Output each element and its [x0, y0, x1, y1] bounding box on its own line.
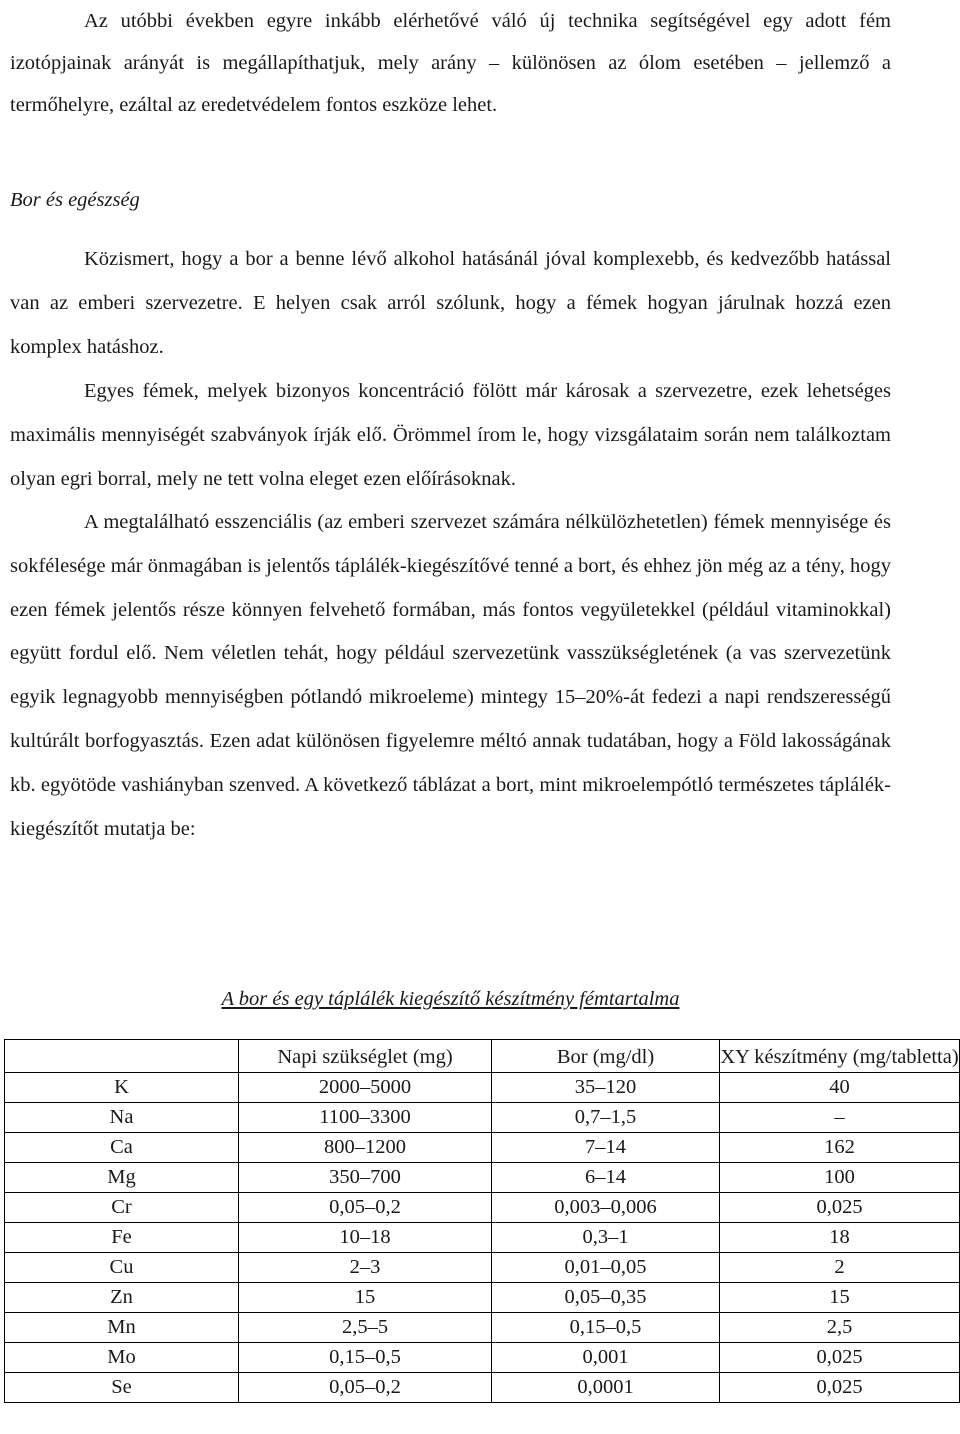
cell-wine: 0,0001: [492, 1373, 720, 1403]
header-wine: Bor (mg/dl): [492, 1040, 720, 1073]
cell-daily-need: 10–18: [239, 1223, 492, 1253]
table-row: [5, 1313, 960, 1343]
cell-element: Cu: [5, 1253, 239, 1283]
cell-supplement: 15: [720, 1283, 960, 1313]
section-heading: Bor és egészség: [10, 189, 140, 211]
cell-wine: 0,01–0,05: [492, 1253, 720, 1283]
cell-supplement: 0,025: [720, 1343, 960, 1373]
paragraph-metal-limits: Egyes fémek, melyek bizonyos koncentráció fölött már károsak a szervezetre, ezek lehetséges maximális mennyiségét szabványok írják elő. Örömmel írom le, hogy vizsgálataim során nem találkoztam olyan egri borral, mely ne tett volna eleget ezen előírásoknak.: [10, 380, 891, 490]
cell-element: Mg: [5, 1163, 239, 1193]
cell-supplement: 40: [720, 1073, 960, 1103]
paragraph-isotope: Az utóbbi években egyre inkább elérhetővé váló új technika segítségével egy adott fém izotópjainak arányát is megállapíthatjuk, mely arány – különösen az ólom esetében – jellemző a termőhelyre, ezáltal az eredetvédelem fontos eszköze lehet.: [10, 10, 891, 116]
section-body: [10, 237, 891, 851]
cell-element: Cr: [5, 1193, 239, 1223]
cell-wine: 0,003–0,006: [492, 1193, 720, 1223]
cell-wine: 35–120: [492, 1073, 720, 1103]
cell-daily-need: 2–3: [239, 1253, 492, 1283]
cell-supplement: –: [720, 1103, 960, 1133]
table-header-row: [5, 1040, 960, 1073]
header-supplement: XY készítmény (mg/tabletta): [720, 1040, 960, 1073]
table-row: [5, 1193, 960, 1223]
paragraph-wine-health: Közismert, hogy a bor a benne lévő alkohol hatásánál jóval komplexebb, és kedvezőbb hatással van az emberi szervezetre. E helyen csak arról szólunk, hogy a fémek hogyan járulnak hozzá ezen komplex hatáshoz.: [10, 248, 891, 358]
cell-element: Mn: [5, 1313, 239, 1343]
cell-element: Na: [5, 1103, 239, 1133]
paragraph-essential-metals: A megtalálható esszenciális (az emberi szervezet számára nélkülözhetetlen) fémek mennyisége és sokfélesége már önmagában is jelentős táplálék-kiegészítővé tenné a bort, és ehhez jön még az a tény, hogy ezen fémek jelentős része könnyen felvehető formában, más fontos vegyületekkel (például vitaminokkal) együtt fordul elő. Nem véletlen tehát, hogy például szervezetünk vasszükségletének (a vas szervezetünk egyik legnagyobb mennyiségben pótlandó mikroeleme) mintegy 15–20%-át fedezi a napi rendszerességű kultúrált borfogyasztás. Ezen adat különösen figyelemre méltó annak tudatában, hogy a Föld lakosságának kb. egyötöde vashiányban szenved. A következő táblázat a bort, mint mikroelempótló természetes táplálék-kiegészítőt mutatja be:: [10, 511, 891, 840]
cell-daily-need: 15: [239, 1283, 492, 1313]
cell-supplement: 2: [720, 1253, 960, 1283]
cell-supplement: 2,5: [720, 1313, 960, 1343]
cell-wine: 6–14: [492, 1163, 720, 1193]
table-row: [5, 1163, 960, 1193]
cell-supplement: 18: [720, 1223, 960, 1253]
cell-daily-need: 0,05–0,2: [239, 1373, 492, 1403]
table-body: [5, 1073, 960, 1403]
cell-daily-need: 2,5–5: [239, 1313, 492, 1343]
table-row: [5, 1283, 960, 1313]
cell-supplement: 100: [720, 1163, 960, 1193]
table-row: [5, 1373, 960, 1403]
cell-wine: 7–14: [492, 1133, 720, 1163]
table-row: [5, 1073, 960, 1103]
cell-element: Ca: [5, 1133, 239, 1163]
cell-wine: 0,7–1,5: [492, 1103, 720, 1133]
cell-element: Fe: [5, 1223, 239, 1253]
table-row: [5, 1343, 960, 1373]
cell-daily-need: 0,05–0,2: [239, 1193, 492, 1223]
cell-daily-need: 350–700: [239, 1163, 492, 1193]
cell-daily-need: 800–1200: [239, 1133, 492, 1163]
header-element: [5, 1040, 239, 1073]
cell-element: K: [5, 1073, 239, 1103]
table-caption: A bor és egy táplálék kiegészítő készítmény fémtartalma: [221, 988, 680, 1010]
cell-supplement: 162: [720, 1133, 960, 1163]
cell-element: Zn: [5, 1283, 239, 1313]
cell-wine: 0,15–0,5: [492, 1313, 720, 1343]
cell-daily-need: 2000–5000: [239, 1073, 492, 1103]
cell-daily-need: 1100–3300: [239, 1103, 492, 1133]
table-row: [5, 1133, 960, 1163]
cell-supplement: 0,025: [720, 1193, 960, 1223]
table-row: [5, 1223, 960, 1253]
cell-wine: 0,05–0,35: [492, 1283, 720, 1313]
cell-element: Se: [5, 1373, 239, 1403]
table-row: [5, 1103, 960, 1133]
metal-content-table: [4, 1039, 960, 1403]
cell-element: Mo: [5, 1343, 239, 1373]
cell-wine: 0,3–1: [492, 1223, 720, 1253]
cell-supplement: 0,025: [720, 1373, 960, 1403]
table-row: [5, 1253, 960, 1283]
cell-wine: 0,001: [492, 1343, 720, 1373]
header-daily-need: Napi szükséglet (mg): [239, 1040, 492, 1073]
cell-daily-need: 0,15–0,5: [239, 1343, 492, 1373]
